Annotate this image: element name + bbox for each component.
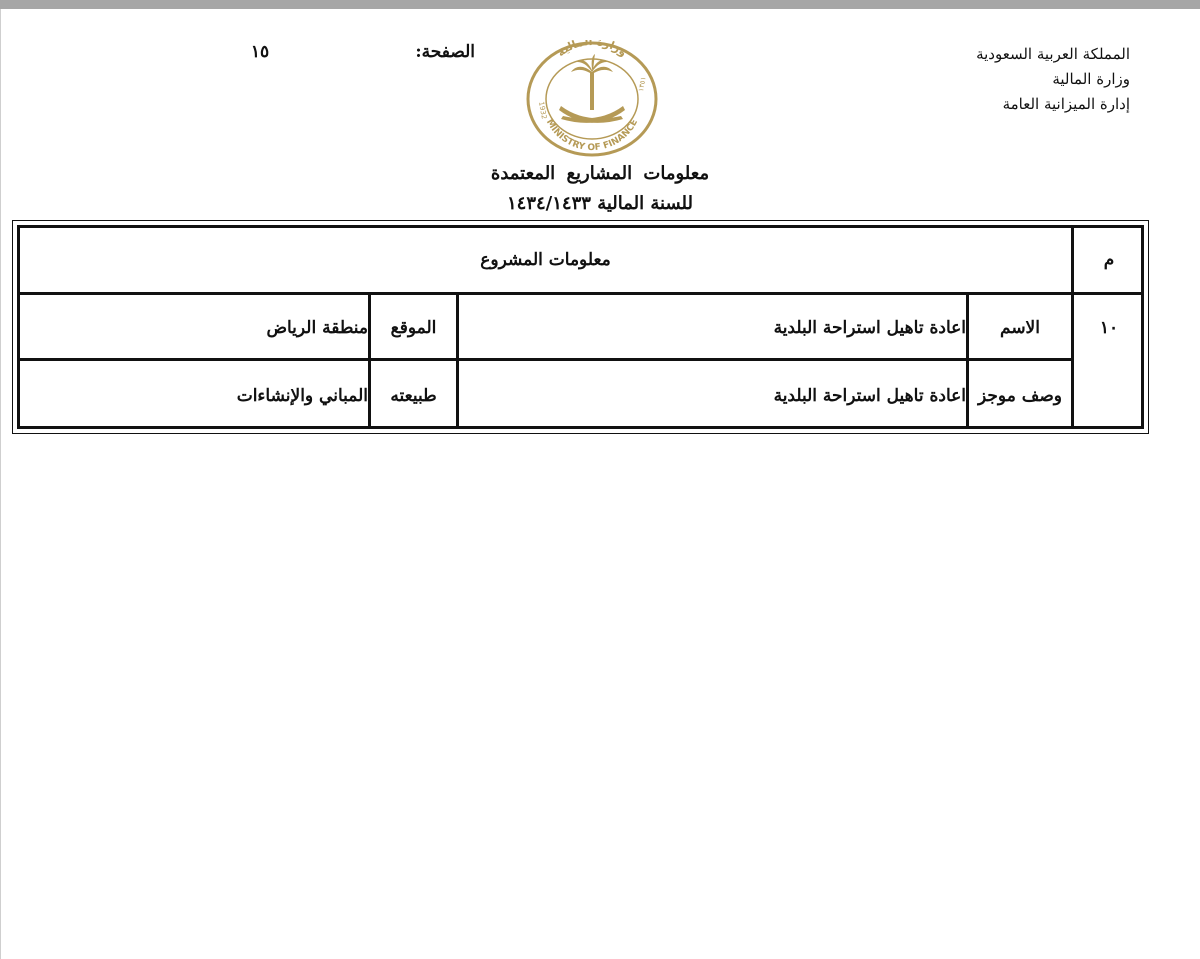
nature-value: المباني والإنشاءات xyxy=(236,386,368,406)
nature-label: طبيعته xyxy=(390,386,437,406)
table-divider xyxy=(456,292,459,429)
name-value: اعادة تاهيل استراحة البلدية xyxy=(773,318,966,338)
kingdom-name: المملكة العربية السعودية xyxy=(976,45,1130,63)
table-divider xyxy=(17,292,1144,295)
window-top-bar xyxy=(0,0,1200,9)
document-title: معلومات المشاريع المعتمدة xyxy=(490,163,710,184)
description-value: اعادة تاهيل استراحة البلدية xyxy=(773,386,966,406)
ministry-header-block xyxy=(890,42,1130,117)
svg-text:١٣٥١: ١٣٥١ xyxy=(637,76,648,93)
page-number: ١٥ xyxy=(250,42,270,62)
row-index: ١٠ xyxy=(1099,318,1119,338)
svg-text:1932: 1932 xyxy=(537,100,549,120)
svg-text:وزارة المالية: وزارة المالية xyxy=(554,40,630,60)
table-header-project-info: معلومات المشروع xyxy=(480,250,611,270)
location-value: منطقة الرياض xyxy=(266,318,368,338)
name-label: الاسم xyxy=(1000,318,1040,338)
location-label: الموقع xyxy=(390,318,437,338)
ministry-name: وزارة المالية xyxy=(1052,70,1130,88)
table-divider xyxy=(368,292,371,429)
department-name: إدارة الميزانية العامة xyxy=(1002,95,1130,113)
page-label: الصفحة: xyxy=(415,42,475,62)
page-edge xyxy=(0,9,1,959)
ministry-seal-logo xyxy=(525,40,659,158)
description-label: وصف موجز xyxy=(978,386,1062,406)
table-divider xyxy=(966,292,969,429)
document-subtitle: للسنة المالية ١٤٣٤/١٤٣٣ xyxy=(507,193,693,214)
svg-text:MINISTRY OF FINANCE: MINISTRY OF FINANCE xyxy=(543,117,641,154)
table-header-index: م xyxy=(1103,250,1115,270)
table-divider xyxy=(17,358,1073,361)
